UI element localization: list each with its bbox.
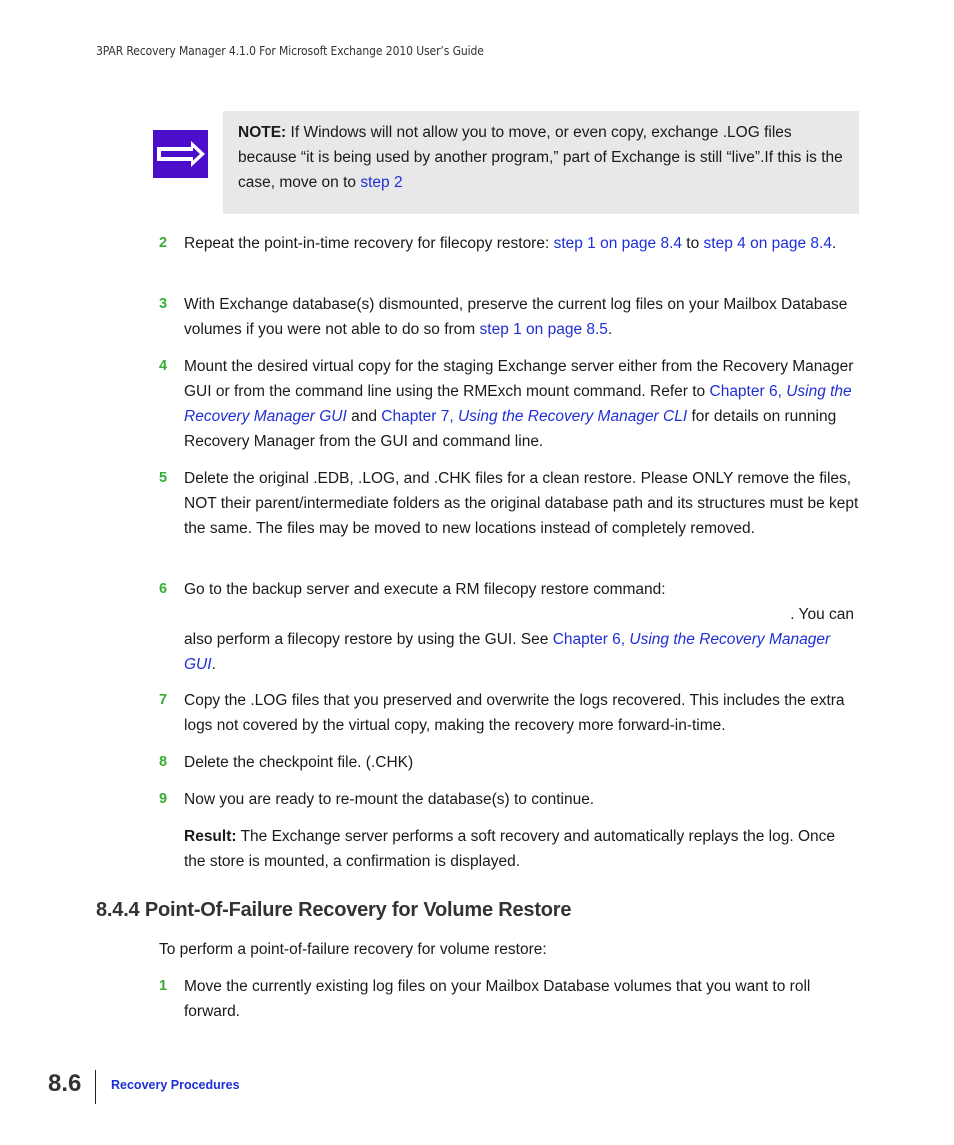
footer-section-link[interactable]: Recovery Procedures — [111, 1078, 240, 1092]
link-chapter-title: Using the Recovery Manager CLI — [457, 408, 688, 425]
step-text: . You can — [790, 606, 854, 623]
step-9 — [159, 787, 859, 812]
note-body: If Windows will not allow you to move, or even copy, exchange .LOG files because “it is being used by another program,” part of Exchange is still “live”.If this is the case, move on to — [238, 124, 843, 191]
step-number: 6 — [159, 581, 168, 597]
step-number: 2 — [159, 235, 168, 251]
step-7 — [159, 688, 859, 738]
step-2 — [159, 231, 859, 256]
step-text: Mount the desired virtual copy for the staging Exchange server either from the Recovery Manager GUI or from the command line using the RMExch mount command. Refer to — [184, 358, 854, 400]
step-text: Delete the checkpoint file. (.CHK) — [184, 754, 414, 771]
step-text: Delete the original .EDB, .LOG, and .CHK files for a clean restore. Please ONLY remove the files, NOT their parent/intermediate folders as the original database path and its structures must be kept the same. The files may be moved to new locations instead of completely removed. — [184, 470, 859, 537]
step-text: . — [607, 321, 613, 338]
link-chapter-label: Chapter 6, — [709, 383, 787, 400]
step-number: 7 — [159, 692, 168, 708]
step-text: also perform a filecopy restore by using the GUI. See — [184, 631, 553, 648]
section-heading: 8.4.4 Point-Of-Failure Recovery for Volume Restore — [96, 899, 572, 921]
section-intro: To perform a point-of-failure recovery for volume restore: — [159, 941, 547, 958]
step-number: 5 — [159, 470, 168, 486]
link-chapter-label: Chapter 7, — [381, 408, 458, 425]
step-text: Move the currently existing log files on your Mailbox Database volumes that you want to roll forward. — [184, 978, 811, 1020]
note-link-step-2[interactable]: step 2 — [360, 174, 403, 191]
result-text: The Exchange server performs a soft recovery and automatically replays the log. Once the store is mounted, a confirmation is displayed. — [184, 828, 836, 870]
running-header: 3PAR Recovery Manager 4.1.0 For Microsoft Exchange 2010 User’s Guide — [96, 44, 484, 58]
link-step-4-page-8-4[interactable]: step 4 on page 8.4 — [703, 235, 832, 252]
step-3 — [159, 292, 859, 342]
link-chapter-label: Chapter 6, — [552, 631, 630, 648]
step-text: Repeat the point-in-time recovery for filecopy restore: — [184, 235, 554, 252]
step-5 — [159, 466, 859, 541]
step-number: 1 — [159, 978, 168, 994]
step-text: Copy the .LOG files that you preserved and overwrite the logs recovered. This includes the extra logs not covered by the virtual copy, making the recovery more forward-in-time. — [184, 692, 845, 734]
step-text: . — [831, 235, 837, 252]
note-label: NOTE: — [238, 124, 287, 141]
step-6 — [159, 577, 859, 677]
link-step-1-page-8-5[interactable]: step 1 on page 8.5 — [479, 321, 608, 338]
result-label: Result: — [184, 828, 237, 845]
step-number: 3 — [159, 296, 168, 312]
step-text: Go to the backup server and execute a RM filecopy restore command: — [184, 581, 666, 598]
step-number: 8 — [159, 754, 168, 770]
step-number: 4 — [159, 358, 168, 374]
link-step-1-page-8-4[interactable]: step 1 on page 8.4 — [553, 235, 682, 252]
step-text: With Exchange database(s) dismounted, preserve the current log files on your Mailbox Database volumes if you were not able to do so from — [184, 296, 848, 338]
step-4 — [159, 354, 859, 454]
footer-divider — [95, 1070, 96, 1104]
step-number: 9 — [159, 791, 168, 807]
step-text: . — [211, 656, 216, 673]
step-8 — [159, 750, 859, 775]
pof-step-1 — [159, 974, 859, 1024]
right-arrow-icon — [153, 130, 208, 178]
step-text: and — [346, 408, 382, 425]
step-text: to — [682, 235, 704, 252]
page-number: 8.6 — [48, 1070, 82, 1097]
step-text: Now you are ready to re-mount the database(s) to continue. — [184, 791, 595, 808]
note-text — [238, 120, 848, 195]
link-chapter-title: Using the Recovery Manager GUI — [184, 631, 831, 673]
step-text: for details on running Recovery Manager from the GUI and command line. — [184, 408, 837, 450]
link-chapter-title: Using the Recovery Manager GUI — [184, 383, 852, 425]
link-chapter-7[interactable] — [381, 408, 687, 425]
result-paragraph — [184, 824, 856, 874]
